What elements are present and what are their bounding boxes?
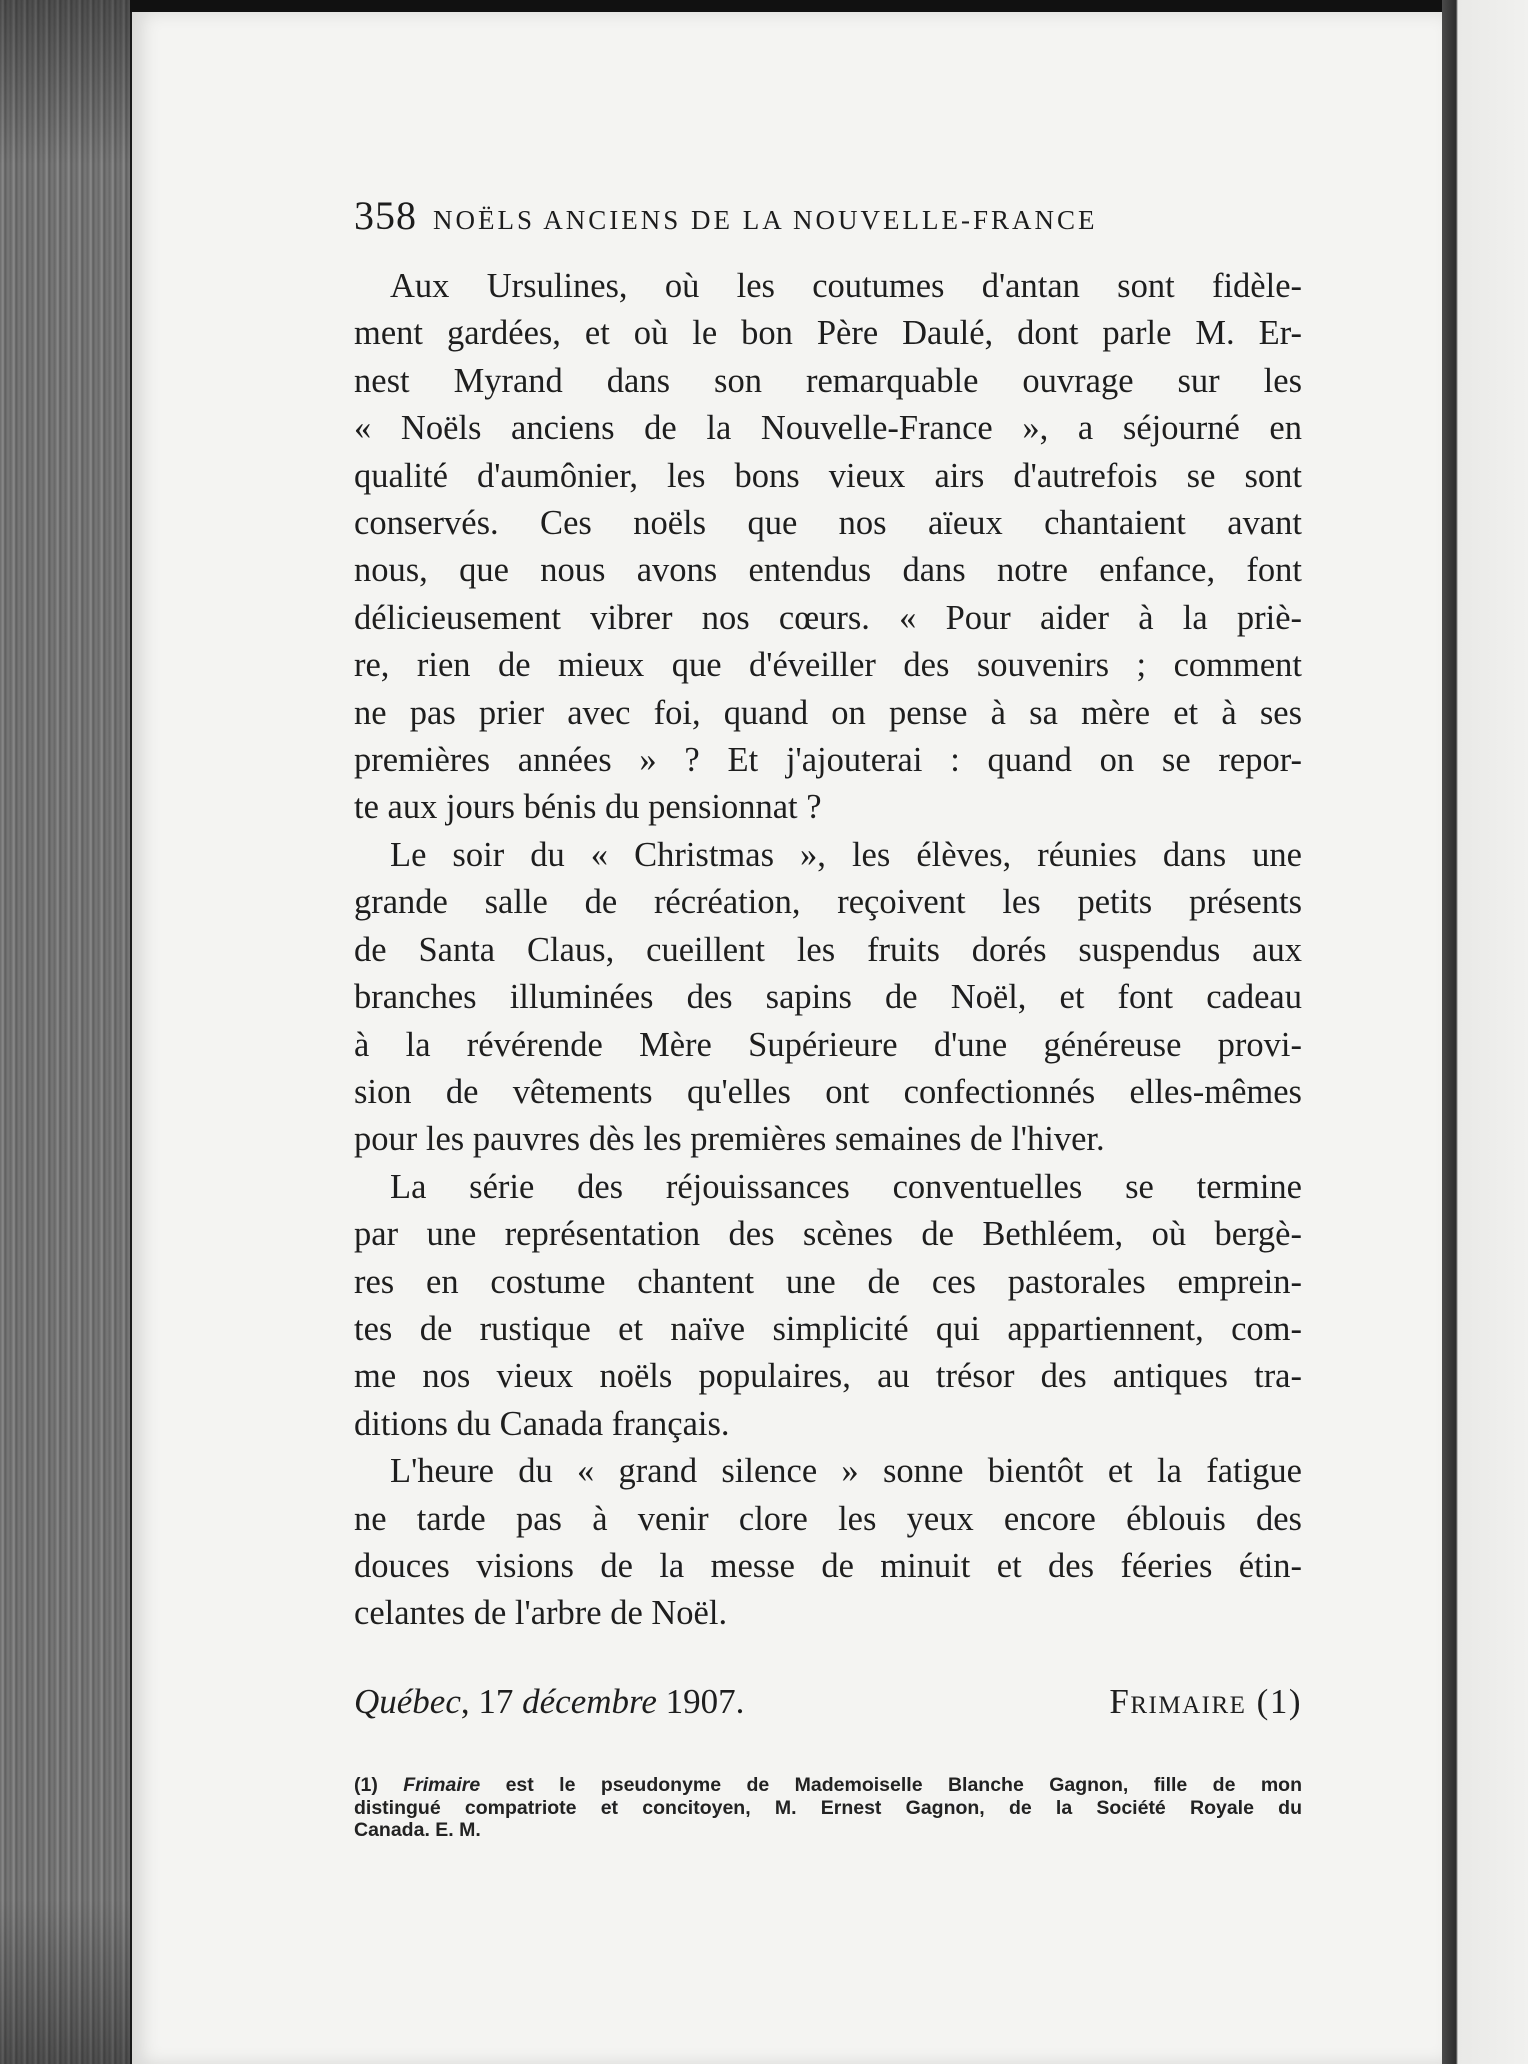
text-line: délicieusement vibrer nos cœurs. « Pour aider à la priè- [354,598,1302,637]
text-line: pour les pauvres dès les premières semaines de l'hiver. [354,1120,1105,1159]
text-line: nest Myrand dans son remarquable ouvrage sur les [354,361,1302,400]
text-line: premières années » ? Et j'ajouterai : quand on se repor- [354,741,1302,780]
signature-author: Frimaire (1) [1109,1682,1302,1721]
text-line: tes de rustique et naïve simplicité qui appartiennent, com- [354,1309,1302,1348]
footnote-text: est le pseudonyme de Mademoiselle Blanche Gagnon, fille de mon [480,1774,1302,1796]
signature-date-year: 1907. [656,1682,745,1721]
paragraph [354,832,1302,1164]
text-line: « Noëls anciens de la Nouvelle-France », a séjourné en [354,409,1302,448]
footnote-line: distingué compatriote et concitoyen, M. Ernest Gagnon, de la Société Royale du [354,1796,1302,1819]
text-line: L'heure du « grand silence » sonne bientôt et la fatigue [390,1452,1302,1491]
signature-place: Québec [354,1682,461,1721]
footnote-line: Canada. E. M. [354,1819,481,1841]
text-line: qualité d'aumônier, les bons vieux airs d'autrefois se sont [354,456,1302,495]
text-line: ne tarde pas à venir clore les yeux encore éblouis des [354,1499,1302,1538]
text-line: re, rien de mieux que d'éveiller des souvenirs ; comment [354,646,1302,685]
text-line: ne pas prier avec foi, quand on pense à sa mère et à ses [354,693,1302,732]
scan-top-border [0,0,1528,12]
text-line: conservés. Ces noëls que nos aïeux chantaient avant [354,504,1302,543]
running-title: NOËLS ANCIENS DE LA NOUVELLE-FRANCE [433,205,1098,235]
body-text [354,263,1302,1638]
footnote-line [354,1774,1302,1797]
signature-line [354,1682,1302,1722]
book-gutter [1442,0,1528,2064]
text-line: à la révérende Mère Supérieure d'une généreuse provi- [354,1025,1302,1064]
text-line: nous, que nous avons entendus dans notre enfance, font [354,551,1302,590]
text-line: par une représentation des scènes de Bethléem, où bergè- [354,1215,1302,1254]
text-line: grande salle de récréation, reçoivent les petits présents [354,883,1302,922]
text-line: ditions du Canada français. [354,1404,730,1443]
text-line: douces visions de la messe de minuit et des féeries étin- [354,1546,1302,1585]
page-number: 358 [354,193,417,238]
text-line: celantes de l'arbre de Noël. [354,1594,728,1633]
text-line: de Santa Claus, cueillent les fruits dorés suspendus aux [354,930,1302,969]
text-line: me nos vieux noëls populaires, au trésor des antiques tra- [354,1357,1302,1396]
text-line: La série des réjouissances conventuelles se termine [390,1167,1302,1206]
book-page-edges [0,0,130,2064]
text-line: te aux jours bénis du pensionnat ? [354,788,822,827]
paragraph [354,1164,1302,1448]
text-line: res en costume chantent une de ces pastorales emprein- [354,1262,1302,1301]
text-line: Le soir du « Christmas », les élèves, réunies dans une [390,835,1302,874]
signature-date-month: décembre [522,1682,657,1721]
text-line: ment gardées, et où le bon Père Daulé, dont parle M. Er- [354,314,1302,353]
page-header [354,192,1314,239]
signature-date-day: , 17 [460,1682,523,1721]
footnote-marker: (1) [354,1774,404,1796]
footnote [354,1774,1302,1842]
text-line: sion de vêtements qu'elles ont confectionnés elles-mêmes [354,1072,1302,1111]
text-line: branches illuminées des sapins de Noël, et font cadeau [354,978,1302,1017]
paragraph [354,263,1302,832]
paragraph [354,1448,1302,1638]
footnote-name: Frimaire [403,1774,481,1796]
text-line: Aux Ursulines, où les coutumes d'antan sont fidèle- [390,267,1302,305]
